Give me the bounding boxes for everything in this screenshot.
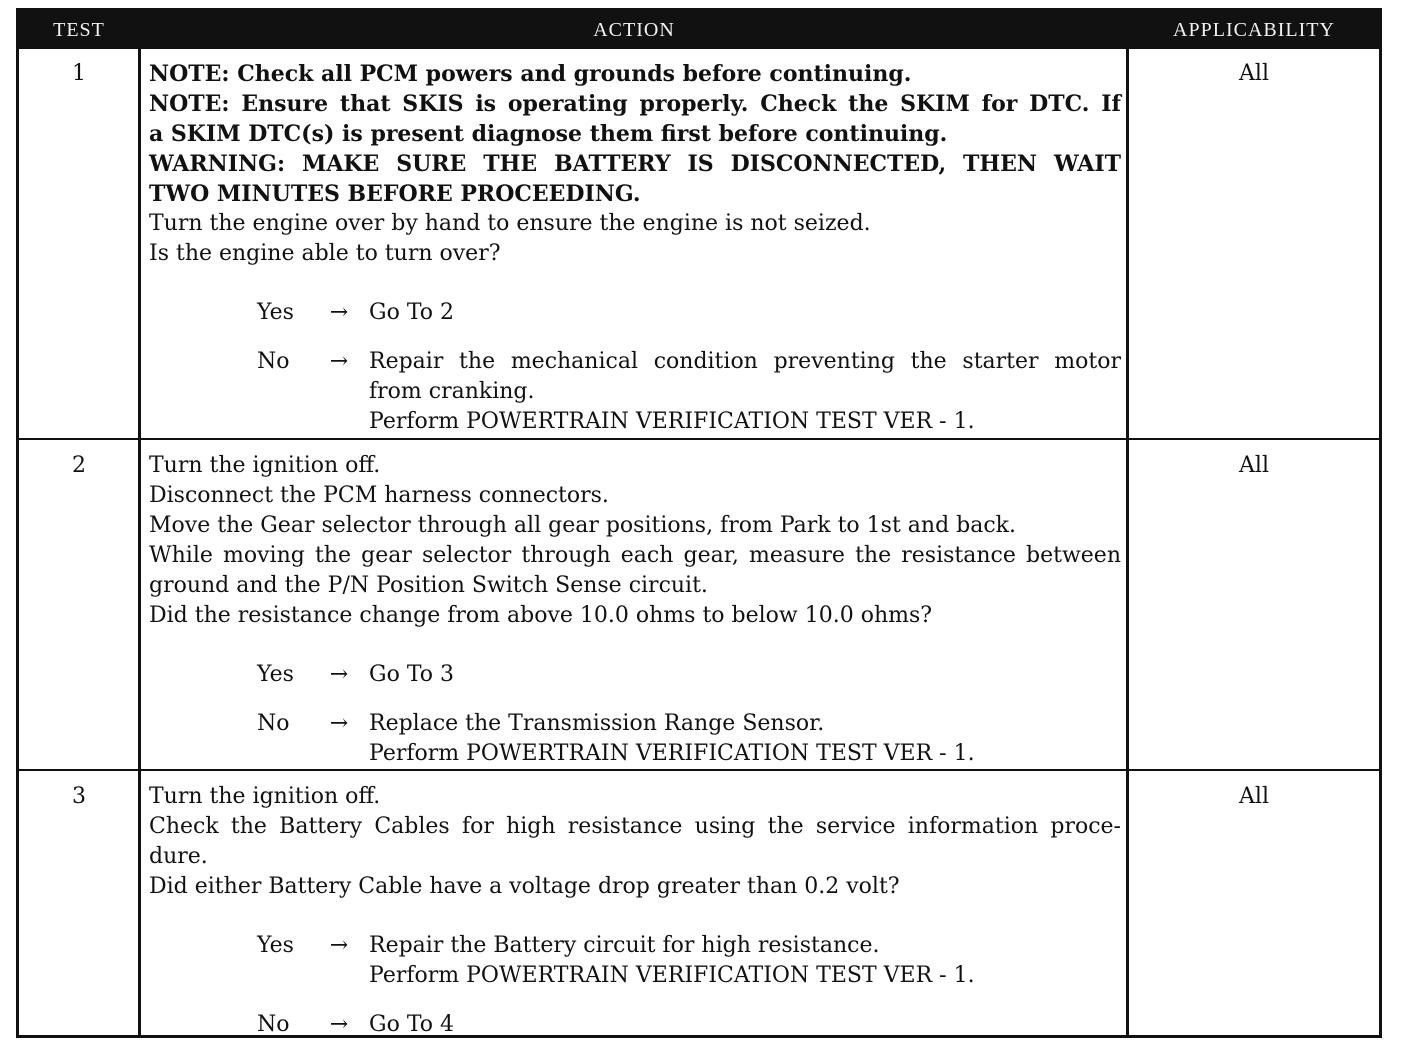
step-line: Is the engine able to turn over? [149, 241, 501, 266]
arrow-icon: → [329, 349, 349, 374]
test-number: 1 [72, 61, 86, 86]
response-line: Go To 3 [369, 662, 455, 687]
response-label: Yes [257, 662, 294, 687]
response-line: Go To 4 [369, 1012, 455, 1037]
step-line: Disconnect the PCM harness connectors. [149, 483, 609, 508]
step-line: Turn the ignition off. [149, 784, 381, 809]
action-cell [149, 451, 1121, 766]
note-line: NOTE: Ensure that SKIS is operating properly. Check the SKIM for DTC. If [149, 91, 1121, 117]
step-line: Move the Gear selector through all gear positions, from Park to 1st and back. [149, 513, 1016, 538]
response-line: Replace the Transmission Range Sensor. [369, 711, 825, 736]
diagnostic-test-table [16, 8, 1382, 1038]
note-line: a SKIM DTC(s) is present diagnose them first before continuing. [149, 121, 948, 147]
response-text [369, 347, 1121, 437]
test-number: 2 [72, 453, 86, 478]
row-divider [19, 769, 1379, 771]
warning-line: TWO MINUTES BEFORE PROCEEDING. [149, 181, 641, 207]
action-cell [149, 59, 1121, 434]
header-applicability: APPLICABILITY [1173, 19, 1335, 41]
header-action: ACTION [593, 19, 675, 41]
column-divider [138, 49, 141, 1035]
response-line: Perform POWERTRAIN VERIFICATION TEST VER - 1. [369, 409, 975, 434]
column-divider [1126, 49, 1129, 1035]
step-line: ground and the P/N Position Switch Sense circuit. [149, 573, 708, 598]
response-text [369, 1010, 1121, 1040]
response-line: from cranking. [369, 379, 535, 404]
header-test: TEST [53, 19, 105, 41]
arrow-icon: → [329, 933, 349, 958]
table-header [19, 11, 1379, 49]
response-label: No [257, 349, 290, 374]
response-text [369, 931, 1121, 991]
step-line: Check the Battery Cables for high resistance using the service information proce- [149, 814, 1121, 839]
response-line: Go To 2 [369, 300, 455, 325]
response-label: No [257, 711, 290, 736]
response-line: Perform POWERTRAIN VERIFICATION TEST VER - 1. [369, 741, 975, 766]
arrow-icon: → [329, 1012, 349, 1037]
response-label: No [257, 1012, 290, 1037]
response-line: Repair the mechanical condition preventing the starter motor [369, 349, 1121, 374]
response-text [369, 298, 1121, 328]
step-line: dure. [149, 844, 208, 869]
response-line: Perform POWERTRAIN VERIFICATION TEST VER - 1. [369, 963, 975, 988]
applicability-value: All [1239, 61, 1269, 86]
step-line: Turn the ignition off. [149, 453, 381, 478]
step-line: Turn the engine over by hand to ensure the engine is not seized. [149, 211, 871, 236]
action-cell [149, 782, 1121, 1037]
arrow-icon: → [329, 300, 349, 325]
warning-line: WARNING: MAKE SURE THE BATTERY IS DISCONNECTED, THEN WAIT [149, 151, 1121, 177]
step-line: While moving the gear selector through each gear, measure the resistance between [149, 543, 1121, 568]
arrow-icon: → [329, 662, 349, 687]
response-line: Repair the Battery circuit for high resistance. [369, 933, 880, 958]
applicability-value: All [1239, 784, 1269, 809]
step-line: Did the resistance change from above 10.0 ohms to below 10.0 ohms? [149, 603, 933, 628]
arrow-icon: → [329, 711, 349, 736]
response-text [369, 709, 1121, 769]
response-text [369, 660, 1121, 690]
row-divider [19, 438, 1379, 440]
applicability-value: All [1239, 453, 1269, 478]
response-label: Yes [257, 300, 294, 325]
response-label: Yes [257, 933, 294, 958]
step-line: Did either Battery Cable have a voltage drop greater than 0.2 volt? [149, 874, 900, 899]
test-number: 3 [72, 784, 86, 809]
note-line: NOTE: Check all PCM powers and grounds before continuing. [149, 61, 912, 87]
